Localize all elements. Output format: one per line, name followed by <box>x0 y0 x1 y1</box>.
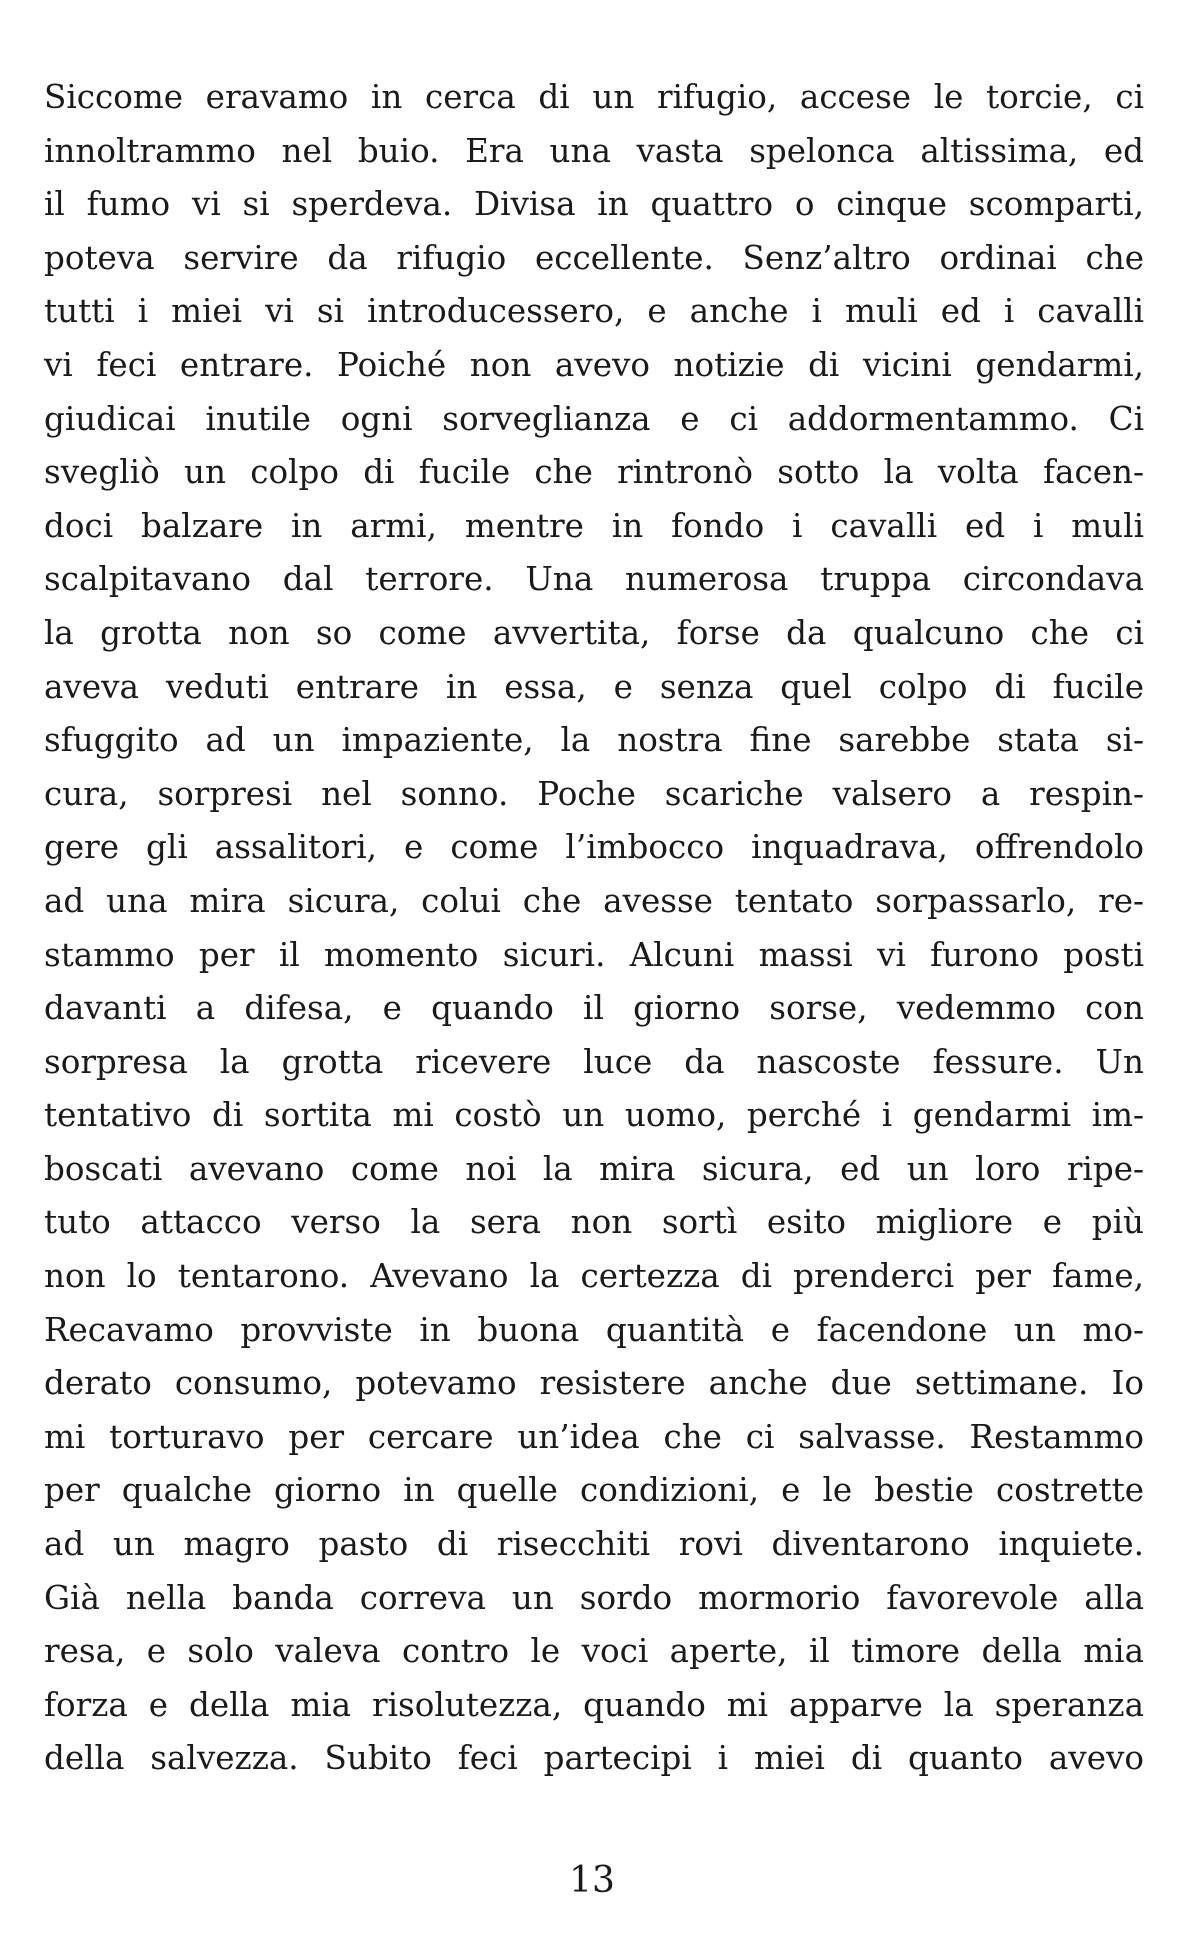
text-line: giudicai inutile ogni sorveglianza e ci addormentammo. Ci <box>44 399 1144 438</box>
text-line: ad un magro pasto di risecchiti rovi diventarono inquiete. <box>44 1525 1144 1564</box>
text-line: Recavamo provviste in buona quantità e facendone un mo- <box>44 1310 1144 1349</box>
text-line: ad una mira sicura, colui che avesse tentato sorpassarlo, re- <box>44 881 1144 920</box>
text-line: il fumo vi si sperdeva. Divisa in quattro o cinque scomparti, <box>44 185 1144 224</box>
text-line: aveva veduti entrare in essa, e senza quel colpo di fucile <box>44 667 1144 706</box>
text-line: gere gli assalitori, e come l’imbocco inquadrava, offrendolo <box>44 828 1144 867</box>
text-line: resa, e solo valeva contro le voci aperte, il timore della mia <box>44 1632 1144 1671</box>
text-line: cura, sorpresi nel sonno. Poche scariche valsero a respin- <box>44 774 1144 813</box>
text-line: della salvezza. Subito feci partecipi i miei di quanto avevo <box>44 1739 1144 1778</box>
text-line: sfuggito ad un impaziente, la nostra fine sarebbe stata si- <box>44 721 1144 760</box>
text-line: svegliò un colpo di fucile che rintronò sotto la volta facen- <box>44 453 1144 492</box>
text-line: Siccome eravamo in cerca di un rifugio, accese le torcie, ci <box>44 78 1144 116</box>
text-line: stammo per il momento sicuri. Alcuni massi vi furono posti <box>44 935 1144 974</box>
text-line: Già nella banda correva un sordo mormorio favorevole alla <box>44 1578 1144 1617</box>
text-line: derato consumo, potevamo resistere anche due settimane. Io <box>44 1364 1144 1403</box>
text-line: innoltrammo nel buio. Era una vasta spelonca altissima, ed <box>44 131 1144 170</box>
text-line: tuto attacco verso la sera non sortì esito migliore e più <box>44 1203 1144 1242</box>
text-line: forza e della mia risolutezza, quando mi apparve la speranza <box>44 1685 1144 1724</box>
text-line: la grotta non so come avvertita, forse da qualcuno che ci <box>44 613 1144 652</box>
text-line: non lo tentarono. Avevano la certezza di prenderci per fame, <box>44 1257 1144 1296</box>
text-line: scalpitavano dal terrore. Una numerosa truppa circondava <box>44 560 1144 599</box>
page-number: 13 <box>569 1860 615 1901</box>
body-text <box>44 71 1144 1786</box>
text-line: tentativo di sortita mi costò un uomo, perché i gendarmi im- <box>44 1096 1144 1135</box>
text-line: per qualche giorno in quelle condizioni, e le bestie costrette <box>44 1471 1144 1510</box>
text-line: tutti i miei vi si introducessero, e anche i muli ed i cavalli <box>44 292 1144 331</box>
text-line: doci balzare in armi, mentre in fondo i cavalli ed i muli <box>44 506 1144 545</box>
text-line: mi torturavo per cercare un’idea che ci salvasse. Restammo <box>44 1417 1144 1456</box>
text-line: poteva servire da rifugio eccellente. Senz’altro ordinai che <box>44 238 1144 277</box>
text-line: sorpresa la grotta ricevere luce da nascoste fessure. Un <box>44 1042 1144 1081</box>
text-line: boscati avevano come noi la mira sicura, ed un loro ripe- <box>44 1149 1144 1188</box>
text-line: vi feci entrare. Poiché non avevo notizie di vicini gendarmi, <box>44 345 1144 384</box>
text-line: davanti a difesa, e quando il giorno sorse, vedemmo con <box>44 989 1144 1028</box>
